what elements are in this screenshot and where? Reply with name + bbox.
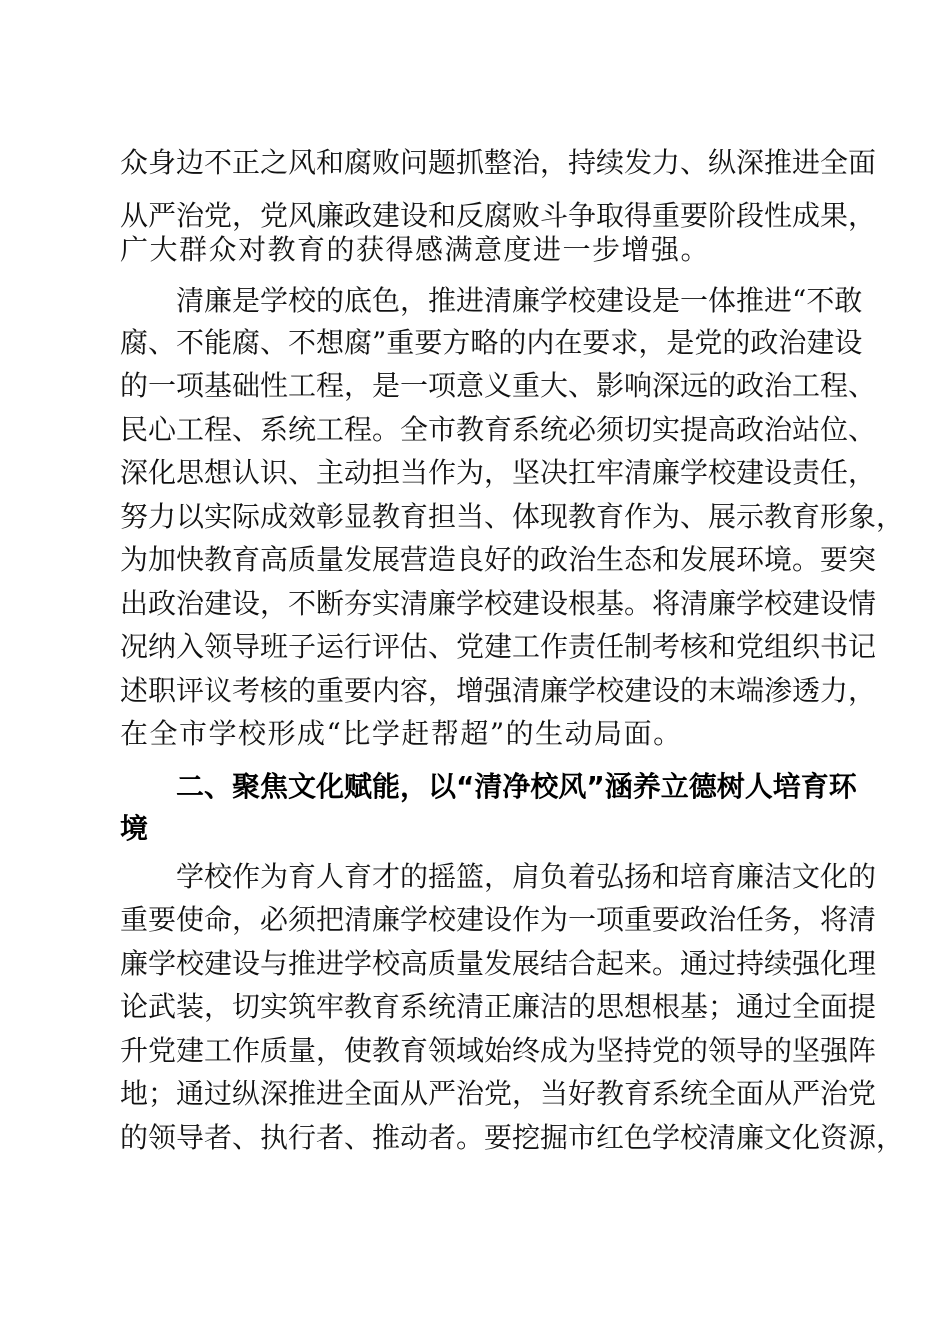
- paragraph-line: 民心工程、系统工程。全市教育系统必须切实提高政治站位、: [120, 413, 877, 446]
- paragraph-line: 从严治党，党风廉政建设和反腐败斗争取得重要阶段性成果，: [120, 199, 877, 232]
- paragraph-line: 清廉是学校的底色，推进清廉学校建设是一体推进“不敢: [176, 284, 863, 317]
- paragraph-line: 众身边不正之风和腐败问题抓整治，持续发力、纵深推进全面: [120, 146, 877, 179]
- paragraph-line: 出政治建设，不断夯实清廉学校建设根基。将清廉学校建设情: [120, 587, 877, 620]
- paragraph-line: 升党建工作质量，使教育领域始终成为坚持党的领导的坚强阵: [120, 1034, 877, 1067]
- section-heading: 境: [120, 812, 150, 845]
- paragraph-line: 述职评议考核的重要内容，增强清廉学校建设的末端渗透力，: [120, 674, 877, 707]
- paragraph-line: 腐、不能腐、不想腐”重要方略的内在要求，是党的政治建设: [120, 326, 863, 359]
- paragraph-line: 广大群众对教育的获得感满意度进一步增强。: [120, 233, 711, 266]
- paragraph-line: 深化思想认识、主动担当作为，坚决扛牢清廉学校建设责任，: [120, 456, 877, 489]
- paragraph-line: 学校作为育人育才的摇篮，肩负着弘扬和培育廉洁文化的: [176, 860, 877, 893]
- section-heading: 二、聚焦文化赋能，以“清净校风”涵养立德树人培育环: [176, 770, 857, 803]
- paragraph-line: 况纳入领导班子运行评估、党建工作责任制考核和党组织书记: [120, 630, 877, 663]
- paragraph-line: 地；通过纵深推进全面从严治党，当好教育系统全面从严治党: [120, 1077, 877, 1110]
- paragraph-line: 努力以实际成效彰显教育担当、体现教育作为、展示教育形象，: [120, 500, 905, 533]
- paragraph-line: 为加快教育高质量发展营造良好的政治生态和发展环境。要突: [120, 543, 877, 576]
- paragraph-line: 的一项基础性工程，是一项意义重大、影响深远的政治工程、: [120, 369, 877, 402]
- paragraph-line: 廉学校建设与推进学校高质量发展结合起来。通过持续强化理: [120, 947, 877, 980]
- paragraph-line: 的领导者、执行者、推动者。要挖掘市红色学校清廉文化资源，: [120, 1121, 905, 1154]
- paragraph-line: 在全市学校形成“比学赶帮超”的生动局面。: [120, 717, 683, 750]
- paragraph-line: 重要使命，必须把清廉学校建设作为一项重要政治任务，将清: [120, 903, 877, 936]
- paragraph-line: 论武装，切实筑牢教育系统清正廉洁的思想根基；通过全面提: [120, 990, 877, 1023]
